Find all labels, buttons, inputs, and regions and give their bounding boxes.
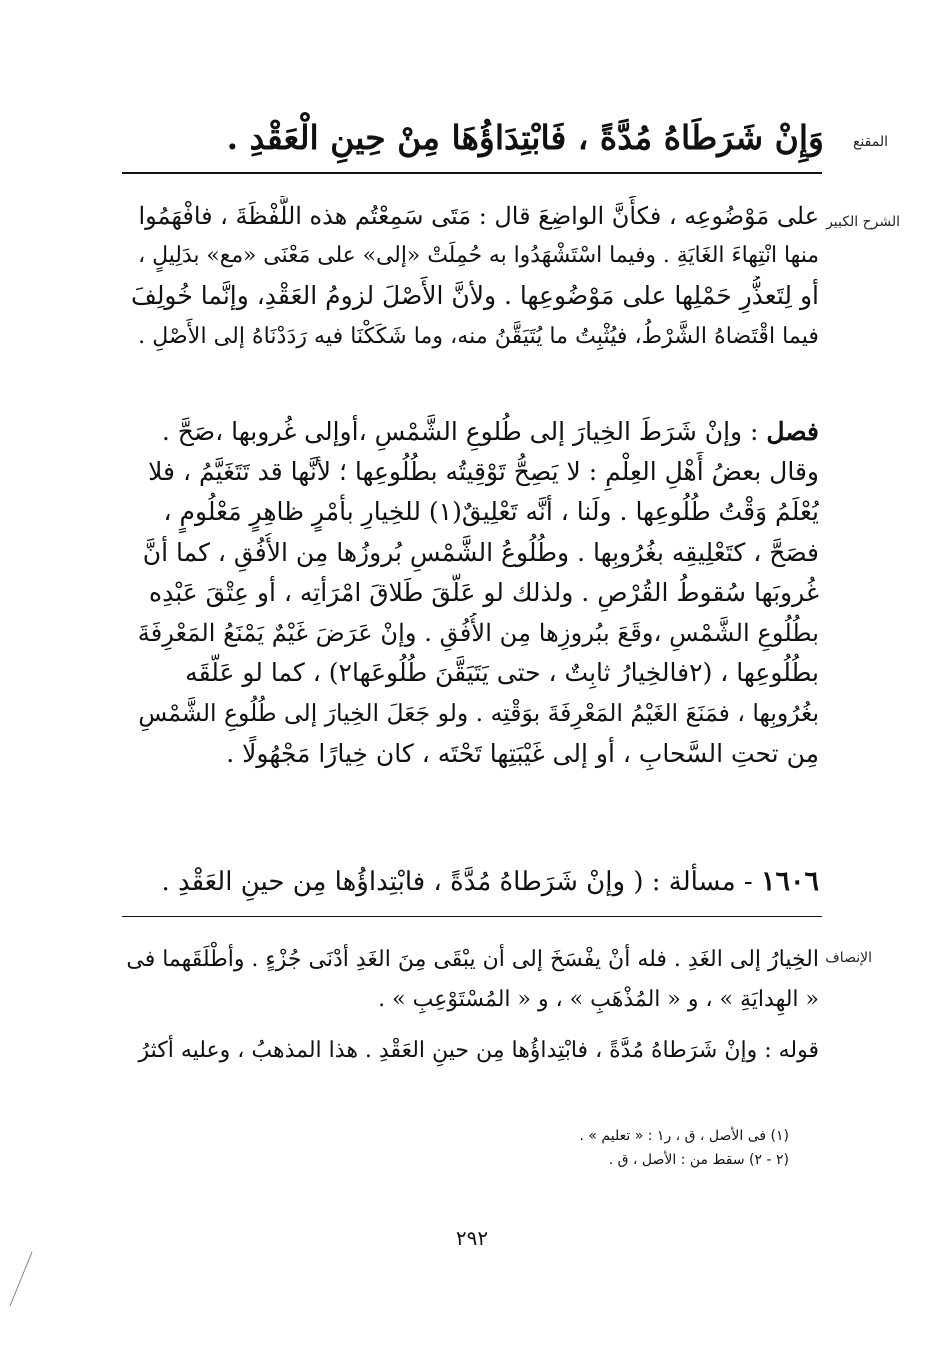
fasl-line: مِن تحتِ السَّحابِ ، أو إلى غَيْبَتِها تَحْتَه ، كان خِيارًا مَجْهُولًا . — [226, 738, 819, 768]
masala-text: - مسألة : ( وإنْ شَرَطاهُ مُدَّةً ، فابْتِداؤُها مِن حينِ العَقْدِ . — [161, 867, 761, 897]
fasl-line: بطُلُوعِ الشَّمْسِ ،وقَعَ ببُروزِها مِن الأُفُقِ . وإنْ عَرَضَ غَيْمٌ يَمْنَعُ المَعْرِفَةَ — [137, 619, 819, 648]
fasl-line: بطُلُوعِها ، (٢فالخِيارُ ثابِتٌ ، حتى يَتَيَقَّنَ طُلُوعَها٢) ، كما لو عَلَّقَه — [185, 658, 819, 688]
muqni-text: وَإِنْ شَرَطَاهُ مُدَّةً ، فَابْتِدَاؤُهَا مِنْ حِينِ الْعَقْدِ . — [226, 118, 824, 157]
fasl-line: غُروبَها سُقوطُ القُرْصِ . ولذلك لو عَلَّقَ طَلاقَ امْرَأتِه ، أو عِتْقَ عَبْدِه — [148, 577, 819, 607]
fasl-line: بغُرُوبِها ، فمَنَعَ الغَيْمُ المَعْرِفَةَ بوَقْتِه . ولو جَعَلَ الخِيارَ إلى طُلُوعِ الشَّمْسِ — [138, 699, 819, 728]
masala-number: ١٦٠٦ — [760, 866, 819, 897]
footnotes — [269, 1124, 789, 1172]
insaf-divider — [122, 916, 822, 917]
qawl-line: قوله : وإنْ شَرَطاهُ مُدَّةً ، فابْتِداؤُها مِن حينِ العَقْدِ . هذا المذهبُ ، وعليه أكثرُ — [138, 1038, 819, 1063]
insaf-paragraph — [124, 940, 819, 1020]
fasl-paragraph — [124, 412, 819, 774]
footnote: (٢ - ٢) سقط من : الأصل ، ق . — [608, 1152, 789, 1168]
fasl-line: وقال بعضُ أَهْلِ العِلْمِ : لا يَصِحُّ تَوْقِيتُه بطُلُوعِها ؛ لأنَّها قد تَتَغَيَّمُ ، فلا — [148, 457, 819, 487]
footnote: (١) فى الأصل ، ق ، ر١ : « تعليم » . — [579, 1128, 789, 1144]
sharh-line: منها انْتِهاءَ الغَايَةِ . وفيما اسْتَشْهَدُوا به حُمِلَتْ «إلى» على مَعْنَى «مع» بدَلِيلٍ ، — [138, 243, 819, 268]
page-number: ٢٩٢ — [455, 1226, 489, 1250]
insaf-line: « الهِدايَةِ » ، و « المُذْهَبِ » ، و « المُسْتَوْعِبِ » . — [378, 987, 819, 1012]
fasl-first-line — [124, 412, 819, 452]
fasl-line: يُعْلَمُ وَقْتُ طُلُوعِها . ولَنا ، أنَّه تَعْلِيقٌ(١) للخِيارِ بأمْرٍ ظاهِرٍ مَعْلُومٍ ، — [163, 497, 819, 527]
fasl-first-text: : وإنْ شَرَطَ الخِيارَ إلى طُلوعِ الشَّمْسِ ،أوإلى غُروبها ،صَحَّ . — [161, 417, 767, 446]
masala-heading — [124, 866, 819, 897]
muqni-divider — [122, 172, 822, 174]
fasl-line: فصَحَّ ، كتَعْلِيقِه بغُرُوبِها . وطُلُوعُ الشَّمْسِ بُروزُها مِن الأُفُقِ ، كما أنَّ — [142, 537, 819, 567]
sharh-paragraph — [124, 196, 819, 356]
label-muqni: المقنع — [852, 134, 888, 150]
fasl-heading: فصل — [766, 417, 819, 446]
sharh-line: على مَوْضُوعِه ، فكأَنَّ الواضِعَ قال : مَتَى سَمِعْتُم هذه اللَّفْظَةَ ، فافْهَمُوا — [138, 202, 819, 230]
insaf-line: الخِيارُ إلى الغَدِ . فله أنْ يفْسَخَ إلى أن يبْقَى مِنَ الغَدِ أدْنَى جُزْءٍ . وأطْلَقَهما فى — [126, 947, 819, 972]
label-sharh: الشرح الكبير — [826, 214, 900, 230]
label-insaf: الإنصاف — [825, 950, 872, 966]
sharh-line: فيما اقْتَضاهُ الشَّرْطُ، فيُثْبِتُ ما يُتَيَقَّنُ منه، وما شَكَكْنَا فيه رَدَدْنَاهُ إلى الأَصْلِ . — [138, 323, 819, 349]
scan-stroke-mark — [6, 1250, 36, 1310]
sharh-line: أو لِتَعذُّرِ حَمْلِها على مَوْضُوعِها . ولأنَّ الأَصْلَ لزومُ العَقْدِ، وإنَّما خُولِفَ — [130, 281, 819, 310]
